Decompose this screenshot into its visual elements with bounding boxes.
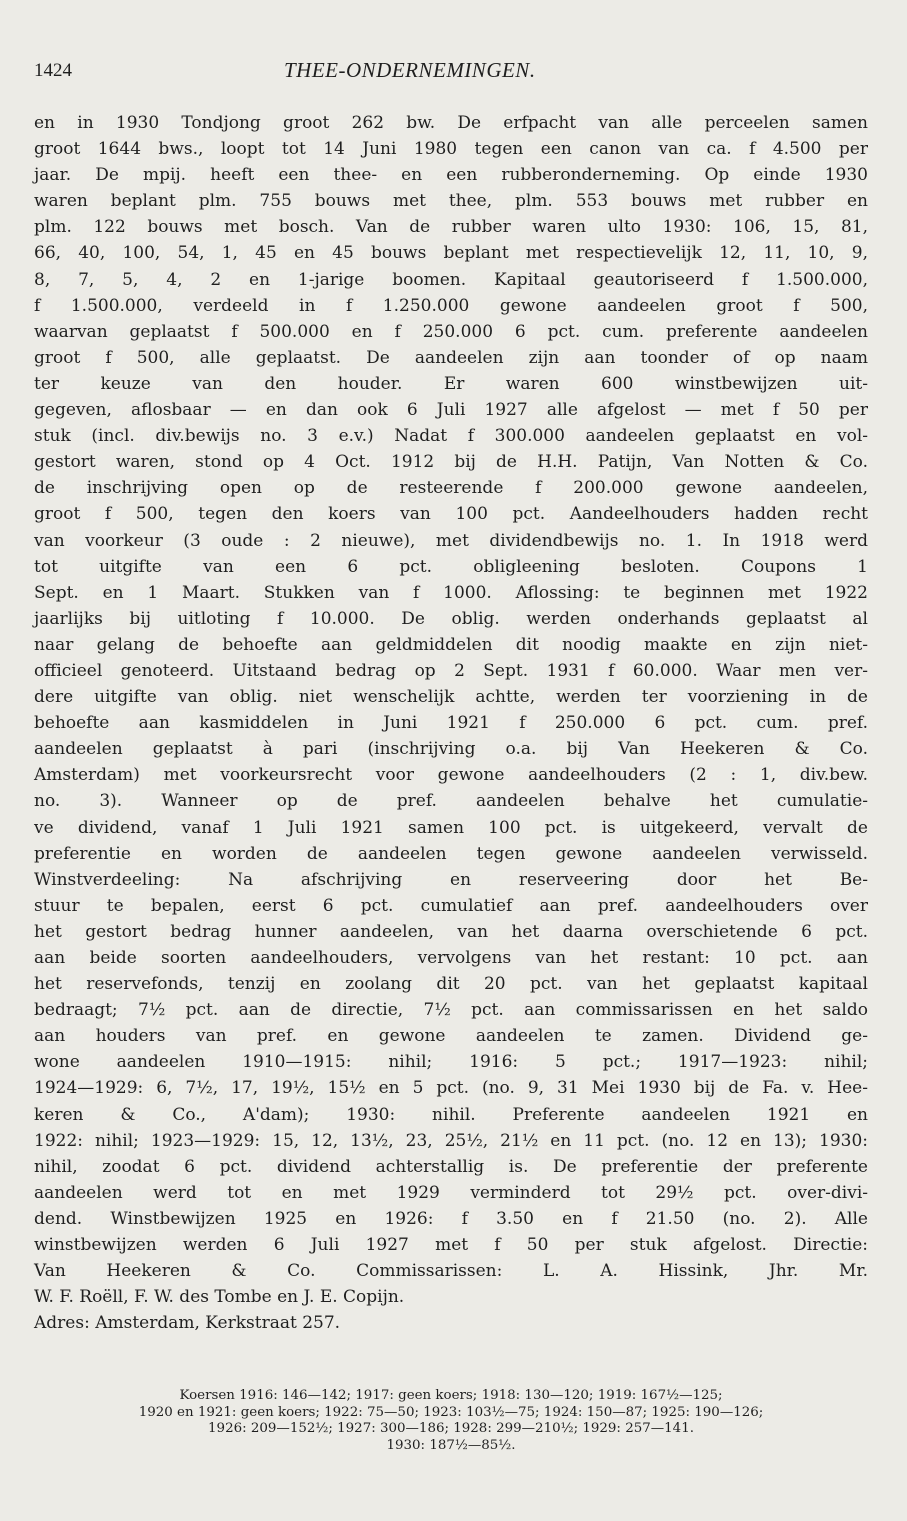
body-line: ve dividend, vanaf 1 Juli 1921 samen 100 pct. is uitgekeerd, vervalt de [34,817,868,838]
body-line: 66, 40, 100, 54, 1, 45 en 45 bouws beplant met respectievelijk 12, 11, 10, 9, [34,243,868,264]
price-history-line: Koersen 1916: 146—142; 1917: geen koers; 1918: 130—120; 1919: 167½—125; [179,1388,723,1403]
body-line: Amsterdam) met voorkeursrecht voor gewone aandeelhouders (2 : 1, div.bew. [34,765,868,786]
body-line: gegeven, aflosbaar — en dan ook 6 Juli 1927 alle afgelost — met f 50 per [34,400,868,421]
body-line: gestort waren, stond op 4 Oct. 1912 bij de H.H. Patijn, Van Notten & Co. [34,452,868,473]
body-line: 1924—1929: 6, 7½, 17, 19½, 15½ en 5 pct. (no. 9, 31 Mei 1930 bij de Fa. v. Hee- [34,1078,868,1099]
body-line: plm. 122 bouws met bosch. Van de rubber waren ulto 1930: 106, 15, 81, [34,217,868,238]
body-line: Van Heekeren & Co. Commissarissen: L. A. Hissink, Jhr. Mr. [34,1261,868,1282]
body-line: stuk (incl. div.bewijs no. 3 e.v.) Nadat f 300.000 aandeelen geplaatst en vol- [34,426,868,447]
body-line: groot f 500, alle geplaatst. De aandeelen zijn aan toonder of op naam [34,347,868,368]
body-line: van voorkeur (3 oude : 2 nieuwe), met dividendbewijs no. 1. In 1918 werd [34,530,868,551]
address-line: Adres: Amsterdam, Kerkstraat 257. [34,1313,341,1334]
body-line: Winstverdeeling: Na afschrijving en reserveering door het Be- [34,869,868,890]
body-line: dere uitgifte van oblig. niet wenschelijk achtte, werden ter voorziening in de [34,687,868,708]
body-line: waarvan geplaatst f 500.000 en f 250.000 6 pct. cum. preferente aandeelen [34,321,868,342]
price-history [34,1388,868,1454]
body-line: behoefte aan kasmiddelen in Juni 1921 f 250.000 6 pct. cum. pref. [34,713,868,734]
body-line: aan houders van pref. en gewone aandeelen te zamen. Dividend ge- [34,1026,868,1047]
body-line: het gestort bedrag hunner aandeelen, van het daarna overschietende 6 pct. [34,921,868,942]
body-line: groot f 500, tegen den koers van 100 pct. Aandeelhouders hadden recht [34,504,868,525]
body-line: wone aandeelen 1910—1915: nihil; 1916: 5 pct.; 1917—1923: nihil; [34,1052,868,1073]
body-line: preferentie en worden de aandeelen tegen gewone aandeelen verwisseld. [34,843,868,864]
body-text [34,110,868,1336]
price-history-line: 1930: 187½—85½. [386,1437,516,1453]
body-line: keren & Co., A'dam); 1930: nihil. Preferente aandeelen 1921 en [34,1104,868,1125]
body-line: naar gelang de behoefte aan geldmiddelen dit noodig maakte en zijn niet- [34,634,868,655]
body-line: stuur te bepalen, eerst 6 pct. cumulatief aan pref. aandeelhouders over [34,895,868,916]
body-line: jaar. De mpij. heeft een thee- en een rubberonderneming. Op einde 1930 [34,165,868,186]
body-line: waren beplant plm. 755 bouws met thee, plm. 553 bouws met rubber en [34,191,868,212]
body-line: het reservefonds, tenzij en zoolang dit 20 pct. van het geplaatst kapitaal [34,974,868,995]
body-line: tot uitgifte van een 6 pct. obligleening besloten. Coupons 1 [34,556,868,577]
body-line: no. 3). Wanneer op de pref. aandeelen behalve het cumulatie- [34,791,868,812]
body-line: f 1.500.000, verdeeld in f 1.250.000 gewone aandeelen groot f 500, [34,295,868,316]
running-title: THEE-ONDERNEMINGEN. [284,58,536,82]
body-line: aan beide soorten aandeelhouders, vervolgens van het restant: 10 pct. aan [34,948,868,968]
body-line: de inschrijving open op de resteerende f 200.000 gewone aandeelen, [34,478,868,499]
body-line: winstbewijzen werden 6 Juli 1927 met f 50 per stuk afgelost. Directie: [34,1235,868,1256]
body-line: bedraagt; 7½ pct. aan de directie, 7½ pct. aan commissarissen en het saldo [34,1000,868,1021]
body-line: dend. Winstbewijzen 1925 en 1926: f 3.50 en f 21.50 (no. 2). Alle [34,1208,868,1229]
body-line: Sept. en 1 Maart. Stukken van f 1000. Aflossing: te beginnen met 1922 [34,582,868,603]
body-line: jaarlijks bij uitloting f 10.000. De oblig. werden onderhands geplaatst al [34,608,868,629]
page-header [34,58,634,88]
body-line: nihil, zoodat 6 pct. dividend achterstallig is. De preferentie der preferente [34,1156,868,1177]
body-line: aandeelen werd tot en met 1929 verminderd tot 29½ pct. over-divi- [34,1182,868,1203]
body-line: aandeelen geplaatst à pari (inschrijving o.a. bij Van Heekeren & Co. [34,739,868,760]
body-line: W. F. Roëll, F. W. des Tombe en J. E. Copijn. [34,1287,405,1308]
page-number: 1424 [34,60,72,81]
body-line: 8, 7, 5, 4, 2 en 1-jarige boomen. Kapitaal geautoriseerd f 1.500.000, [34,269,868,290]
body-line: 1922: nihil; 1923—1929: 15, 12, 13½, 23, 25½, 21½ en 11 pct. (no. 12 en 13); 1930: [34,1130,868,1151]
body-line: en in 1930 Tondjong groot 262 bw. De erfpacht van alle perceelen samen [34,113,868,133]
body-line: ter keuze van den houder. Er waren 600 winstbewijzen uit- [34,373,868,394]
body-line: groot 1644 bws., loopt tot 14 Juni 1980 tegen een canon van ca. f 4.500 per [34,139,868,160]
price-history-line: 1926: 209—152½; 1927: 300—186; 1928: 299—210½; 1929: 257—141. [208,1421,694,1436]
price-history-line: 1920 en 1921: geen koers; 1922: 75—50; 1923: 103½—75; 1924: 150—87; 1925: 190—126; [138,1404,764,1420]
body-line: officieel genoteerd. Uitstaand bedrag op 2 Sept. 1931 f 60.000. Waar men ver- [34,660,868,681]
